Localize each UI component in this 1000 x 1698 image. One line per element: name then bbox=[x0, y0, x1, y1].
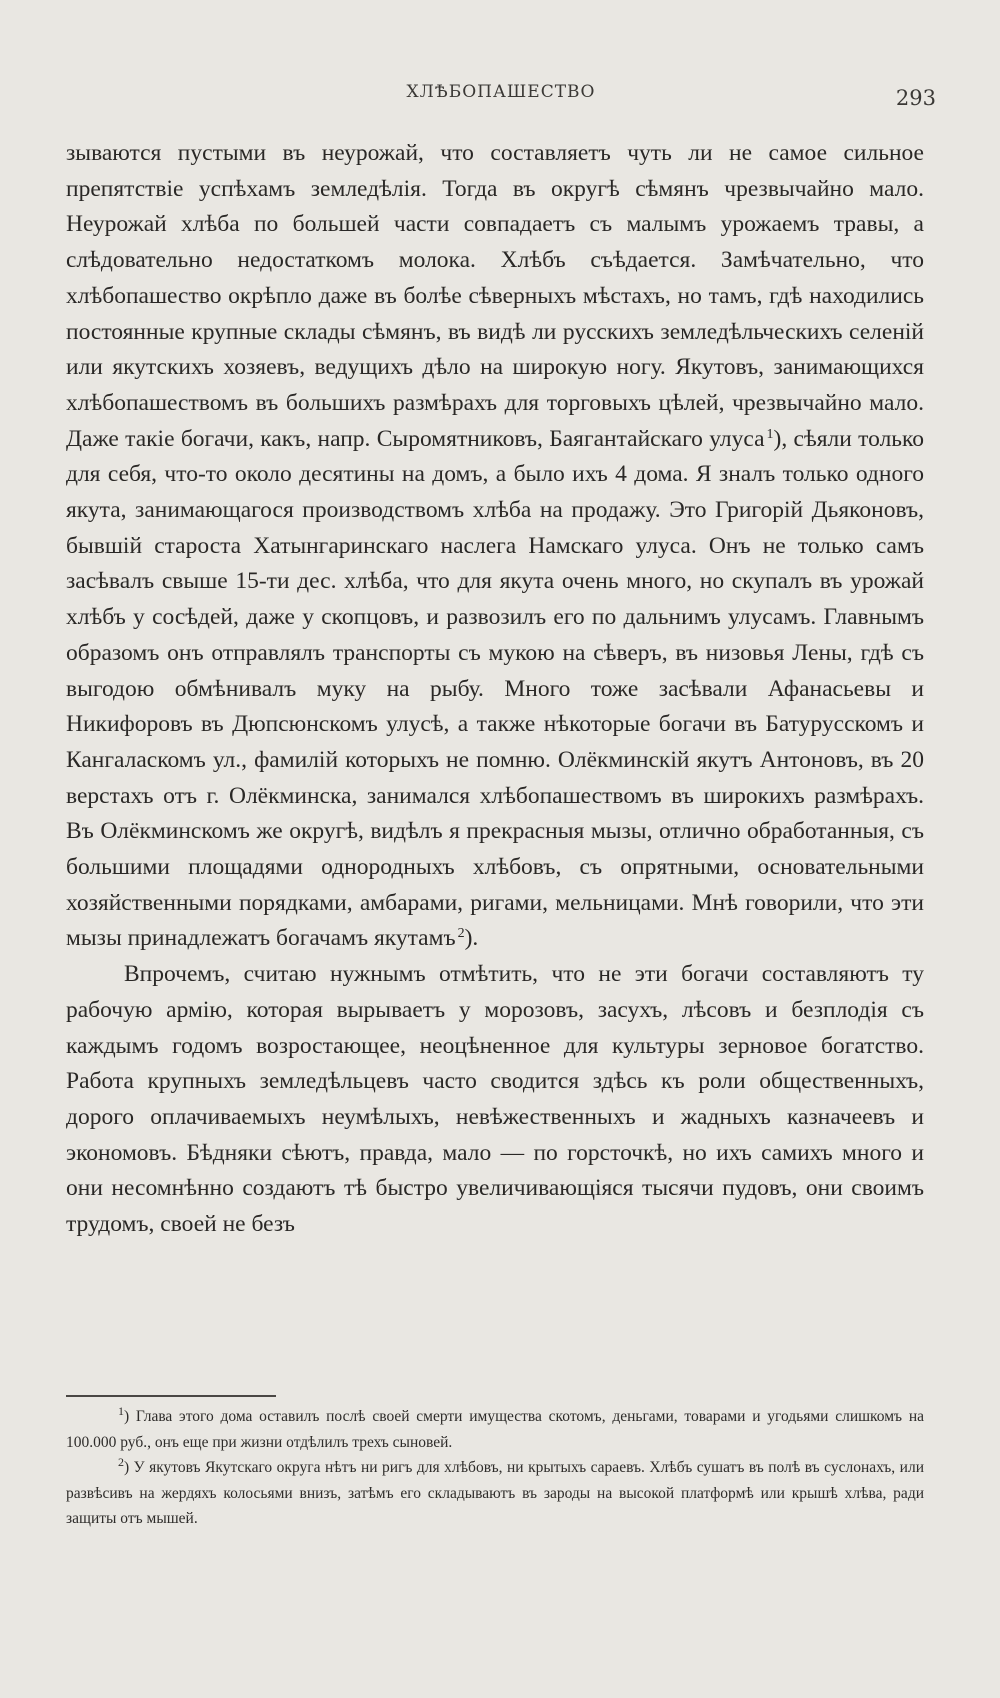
footnote-text: ) Глава этого дома оставилъ послѣ своей смерти имущества скотомъ, деньгами, товарами и угодьями слишкомъ на 100.000 руб., онъ еще при жизни отдѣлилъ трехъ сыновей. bbox=[66, 1408, 924, 1451]
paragraph bbox=[66, 136, 924, 957]
paragraph-text: ). bbox=[464, 925, 479, 952]
paragraph-text: ), сѣяли только для себя, что-то около десятины на домъ, а было ихъ 4 дома. Я зналъ только одного якута, занимающагося производствомъ хлѣба на продажу. Это Григорій Дьяконовъ, бывшій староста Хатынгаринскаго наслега Намскаго улуса. Онъ не только самъ засѣвалъ свыше 15-ти дес. хлѣба, что для якута очень много, но скупалъ въ урожай хлѣбъ у сосѣдей, даже у скопцовъ, и развозилъ его по дальнимъ улусамъ. Главнымъ образомъ онъ отправлялъ транспорты съ мукою на сѣверъ, въ низовья Лены, гдѣ съ выгодою обмѣнивалъ муку на рыбу. Много тоже засѣвали Афанасьевы и Никифоровъ въ Дюпсюнскомъ улусѣ, а также нѣкоторые богачи въ Батурусскомъ и Кангаласкомъ ул., фамилій которыхъ не помню. Олёкминскій якутъ Антоновъ, въ 20 верстахъ отъ г. Олёкминска, занимался хлѣбопашествомъ въ широкихъ размѣрахъ. Въ Олёкминскомъ же округѣ, видѣлъ я прекрасныя мызы, отлично обработанныя, съ большими площадями однородныхъ хлѣбовъ, съ опрятными, основательными хозяйственными порядками, амбарами, ригами, мельницами. Мнѣ говорили, что эти мызы принадлежатъ богачамъ якутамъ bbox=[66, 425, 924, 952]
paragraph: Впрочемъ, считаю нужнымъ отмѣтить, что не эти богачи составляютъ ту рабочую армію, которая вырываетъ у морозовъ, засухъ, лѣсовъ и безплодія съ каждымъ годомъ возростающее, неоцѣненное для культуры зерновое богатство. Работа крупныхъ земледѣльцевъ часто сводится здѣсь къ роли общественныхъ, дорого оплачиваемыхъ неумѣлыхъ, невѣжественныхъ и жадныхъ казначеевъ и экономовъ. Бѣдняки сѣютъ, правда, мало — по горсточкѣ, но ихъ самихъ много и они несомнѣнно создаютъ тѣ быстро увеличивающіяся тысячи пудовъ, они своимъ трудомъ, своей не безъ bbox=[66, 961, 924, 1238]
footnote-ref: 1 bbox=[766, 426, 774, 442]
footnote-text: ) У якутовъ Якутскаго округа нѣтъ ни ригъ для хлѣбовъ, ни крытыхъ сараевъ. Хлѣбъ сушатъ въ полѣ въ суслонахъ, или развѣсивъ на жердяхъ колосьями внизъ, затѣмъ его складываютъ въ зароды на высокой платформѣ или крышѣ хлѣва, ради защиты отъ мышей. bbox=[66, 1459, 924, 1527]
paragraph-text: зываются пустыми въ неурожай, что составляетъ чуть ли не самое сильное препятствіе успѣхамъ земледѣлія. Тогда въ округѣ сѣмянъ чрезвычайно мало. Неурожай хлѣба по большей части совпадаетъ съ малымъ урожаемъ травы, а слѣдовательно недостаткомъ молока. Хлѣбъ съѣдается. Замѣчательно, что хлѣбопашество окрѣпло даже въ болѣе сѣверныхъ мѣстахъ, но тамъ, гдѣ находились постоянные крупные склады сѣмянъ, въ видѣ ли русскихъ земледѣльческихъ селеній или якутскихъ хозяевъ, ведущихъ дѣло на широкую ногу. Якутовъ, занимающихся хлѣбопашествомъ въ большихъ размѣрахъ для торговыхъ цѣлей, чрезвычайно мало. Даже такіе богачи, какъ, напр. Сыромятниковъ, Баягантайскаго улуса bbox=[66, 140, 924, 452]
footnotes bbox=[66, 1404, 924, 1532]
main-text bbox=[66, 136, 924, 1243]
page-number: 293 bbox=[895, 86, 936, 110]
footnote-marker: 2 bbox=[118, 1455, 124, 1469]
footnote bbox=[66, 1404, 924, 1455]
running-head: ХЛѢБОПАШЕСТВО bbox=[406, 82, 596, 102]
footnote-ref: 2 bbox=[457, 926, 465, 942]
footnote bbox=[66, 1455, 924, 1532]
footnote-marker: 1 bbox=[118, 1404, 124, 1418]
page-header bbox=[66, 82, 936, 112]
footnote-rule bbox=[66, 1395, 276, 1397]
